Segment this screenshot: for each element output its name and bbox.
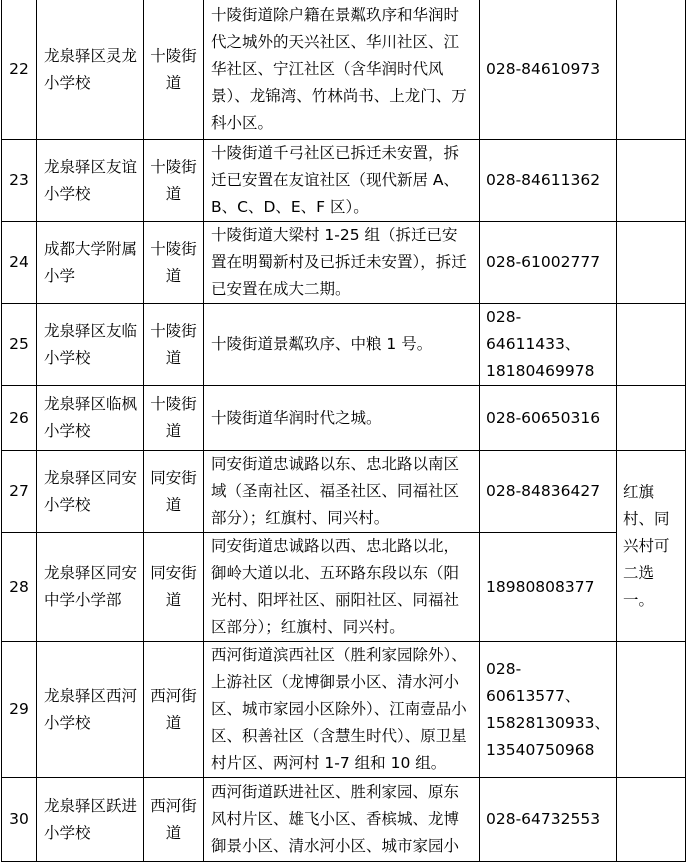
school-name: 龙泉驿区同安中学小学部	[37, 533, 144, 642]
row-number: 28	[2, 533, 37, 642]
table-row	[2, 642, 686, 778]
school-name: 龙泉驿区同安小学校	[37, 451, 144, 533]
note-cell-empty	[617, 304, 686, 386]
street-name: 西河街道	[144, 642, 204, 778]
enrollment-area: 十陵街道华润时代之城。	[204, 386, 480, 451]
row-number: 24	[2, 222, 37, 304]
table-row	[2, 304, 686, 386]
contact-phone: 18980808377	[480, 533, 617, 642]
note-cell-empty	[617, 0, 686, 140]
row-number: 29	[2, 642, 37, 778]
note-cell: 红旗村、同兴村可二选一。	[617, 451, 686, 642]
row-number: 25	[2, 304, 37, 386]
school-name: 龙泉驿区友临小学校	[37, 304, 144, 386]
table-row	[2, 533, 686, 642]
school-name: 龙泉驿区跃进小学校	[37, 778, 144, 862]
enrollment-area: 同安街道忠诚路以东、忠北路以南区域（圣南社区、福圣社区、同福社区部分）；红旗村、同兴村。	[204, 451, 480, 533]
street-name: 同安街道	[144, 451, 204, 533]
school-district-table	[1, 0, 686, 862]
school-name: 龙泉驿区友谊小学校	[37, 140, 144, 222]
table-row	[2, 451, 686, 533]
table-row	[2, 222, 686, 304]
enrollment-area: 十陵街道景粼玖序、中粮 1 号。	[204, 304, 480, 386]
enrollment-area: 十陵街道千弓社区已拆迁未安置，拆迁已安置在友谊社区（现代新居 A、B、C、D、E、F 区）。	[204, 140, 480, 222]
row-number: 30	[2, 778, 37, 862]
row-number: 23	[2, 140, 37, 222]
contact-phone: 028-84836427	[480, 451, 617, 533]
street-name: 同安街道	[144, 533, 204, 642]
contact-phone: 028-64611433、18180469978	[480, 304, 617, 386]
school-name: 龙泉驿区西河小学校	[37, 642, 144, 778]
school-name: 龙泉驿区灵龙小学校	[37, 0, 144, 140]
table-row	[2, 140, 686, 222]
street-name: 十陵街道	[144, 386, 204, 451]
note-cell-empty	[617, 386, 686, 451]
enrollment-area: 西河街道滨西社区（胜利家园除外）、上游社区（龙博御景小区、清水河小区、城市家园小区除外）、江南壹品小区、积善社区（含慧生时代）、原卫星村片区、两河村 1-7 组和 10 组。	[204, 642, 480, 778]
enrollment-area: 十陵街道大梁村 1-25 组（拆迁已安置在明蜀新村及已拆迁未安置），拆迁已安置在成大二期。	[204, 222, 480, 304]
note-cell-empty	[617, 222, 686, 304]
contact-phone: 028-64732553	[480, 778, 617, 862]
contact-phone: 028-60613577、15828130933、13540750968	[480, 642, 617, 778]
table-row	[2, 0, 686, 140]
table-row	[2, 386, 686, 451]
school-name: 龙泉驿区临枫小学校	[37, 386, 144, 451]
contact-phone: 028-84610973	[480, 0, 617, 140]
street-name: 十陵街道	[144, 304, 204, 386]
enrollment-area: 西河街道跃进社区、胜利家园、原东风村片区、雄飞小区、香槟城、龙博御景小区、清水河小区、城市家园小	[204, 778, 480, 862]
enrollment-area: 十陵街道除户籍在景粼玖序和华润时代之城外的天兴社区、华川社区、江华社区、宁江社区（含华润时代风景）、龙锦湾、竹林尚书、上龙门、万科小区。	[204, 0, 480, 140]
contact-phone: 028-61002777	[480, 222, 617, 304]
note-cell-empty	[617, 778, 686, 862]
note-cell-empty	[617, 642, 686, 778]
table-row	[2, 778, 686, 862]
note-cell-empty	[617, 140, 686, 222]
school-name: 成都大学附属小学	[37, 222, 144, 304]
street-name: 十陵街道	[144, 222, 204, 304]
street-name: 十陵街道	[144, 140, 204, 222]
street-name: 十陵街道	[144, 0, 204, 140]
contact-phone: 028-60650316	[480, 386, 617, 451]
enrollment-area: 同安街道忠诚路以西、忠北路以北，御岭大道以北、五环路东段以东（阳光村、阳坪社区、丽阳社区、同福社区部分）；红旗村、同兴村。	[204, 533, 480, 642]
row-number: 22	[2, 0, 37, 140]
street-name: 西河街道	[144, 778, 204, 862]
contact-phone: 028-84611362	[480, 140, 617, 222]
row-number: 27	[2, 451, 37, 533]
row-number: 26	[2, 386, 37, 451]
